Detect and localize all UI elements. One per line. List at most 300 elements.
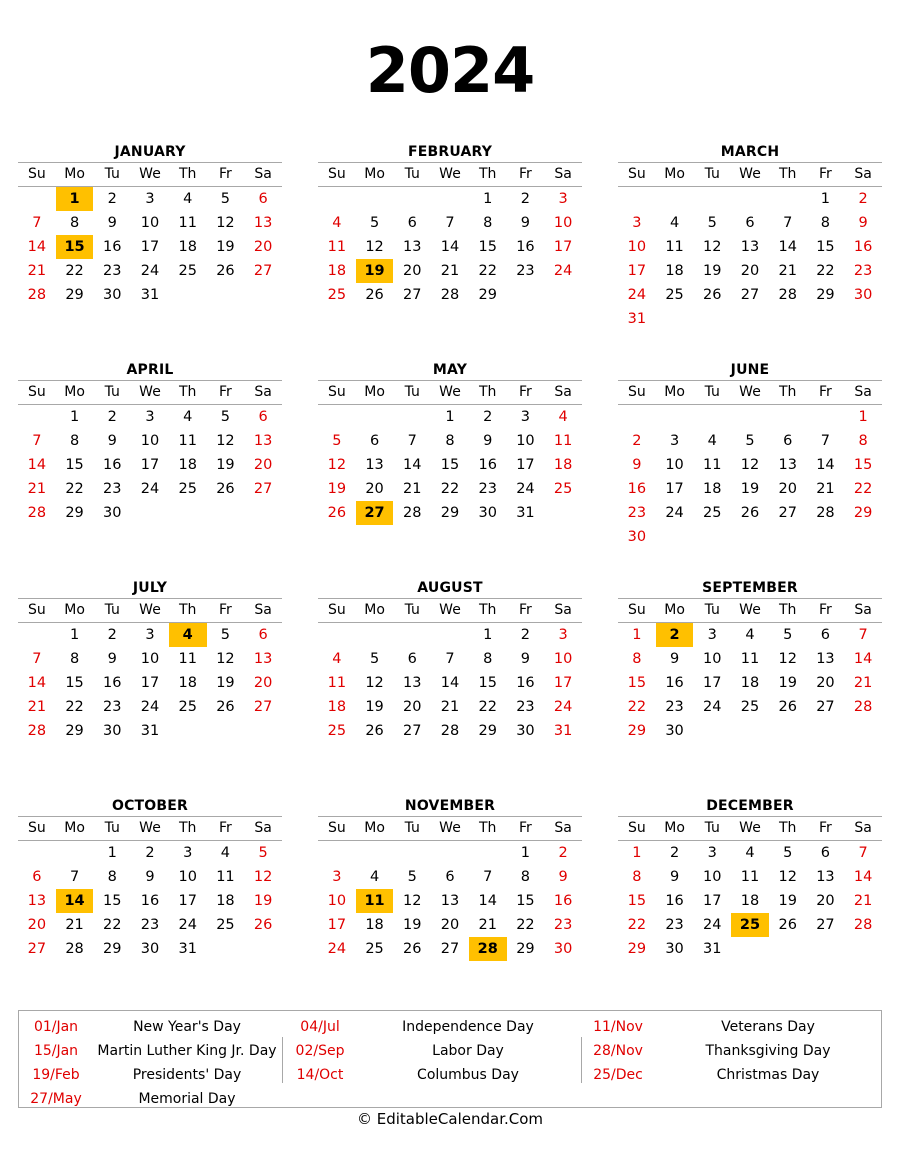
day-cell: 25 xyxy=(740,699,760,715)
weekday-label: Sa xyxy=(854,602,872,618)
holiday-name: Columbus Day xyxy=(417,1067,519,1083)
day-cell: 28 xyxy=(27,287,47,303)
day-cell: 7 xyxy=(783,215,793,231)
day-cell: 23 xyxy=(627,505,647,521)
day-cell: 24 xyxy=(627,287,647,303)
day-cell: 15 xyxy=(478,239,497,255)
day-cell: 24 xyxy=(327,941,347,957)
day-cell: 14 xyxy=(403,457,422,473)
day-cell: 30 xyxy=(103,505,122,521)
holiday-column xyxy=(581,1015,879,1087)
day-cell: 19 xyxy=(703,263,722,279)
holiday-day: 11 xyxy=(356,889,394,913)
day-cell: 18 xyxy=(327,699,347,715)
day-cell: 31 xyxy=(553,723,573,739)
holiday-date: 04/Jul xyxy=(300,1019,340,1035)
day-cell: 28 xyxy=(778,287,797,303)
day-cell: 9 xyxy=(520,215,531,231)
day-cell: 17 xyxy=(703,675,722,691)
day-cell: 24 xyxy=(516,481,535,497)
weekday-label: Su xyxy=(327,384,346,400)
day-cell: 7 xyxy=(445,651,455,667)
holiday-day: 28 xyxy=(469,937,507,961)
day-cell: 29 xyxy=(478,287,497,303)
day-cell: 19 xyxy=(216,457,235,473)
day-cell: 10 xyxy=(703,869,722,885)
day-cell: 9 xyxy=(520,651,531,667)
day-cell: 12 xyxy=(253,869,273,885)
day-cell: 22 xyxy=(816,263,835,279)
day-cell: 8 xyxy=(820,215,831,231)
empty-day xyxy=(656,187,694,211)
day-cell: 28 xyxy=(853,917,873,933)
day-cell: 9 xyxy=(558,869,568,885)
weekday-label: Fr xyxy=(519,384,532,400)
day-cell: 1 xyxy=(483,191,493,207)
day-cell: 31 xyxy=(140,723,160,739)
day-cell: 30 xyxy=(665,723,684,739)
day-cell: 19 xyxy=(740,481,760,497)
day-cell: 10 xyxy=(140,433,160,449)
weekday-label: Fr xyxy=(219,166,232,182)
day-cell: 27 xyxy=(740,287,760,303)
weekday-label: Tu xyxy=(704,820,720,836)
day-cell: 4 xyxy=(183,409,193,425)
empty-day xyxy=(356,841,394,865)
empty-day xyxy=(356,187,394,211)
month-name: FEBRUARY xyxy=(407,144,493,160)
month-august xyxy=(318,578,582,743)
day-cell: 7 xyxy=(445,215,455,231)
day-cell: 8 xyxy=(107,869,117,885)
month-name: JULY xyxy=(132,580,168,596)
day-cell: 4 xyxy=(332,215,342,231)
day-cell: 11 xyxy=(178,215,197,231)
day-cell: 25 xyxy=(327,287,347,303)
day-cell: 18 xyxy=(703,481,722,497)
weekday-label: Fr xyxy=(219,602,232,618)
month-december xyxy=(618,796,882,961)
day-cell: 22 xyxy=(65,481,84,497)
day-cell: 15 xyxy=(65,457,84,473)
day-cell: 8 xyxy=(858,433,868,449)
day-cell: 23 xyxy=(103,699,122,715)
day-cell: 17 xyxy=(665,481,684,497)
day-cell: 28 xyxy=(440,723,460,739)
day-cell: 27 xyxy=(778,505,797,521)
footer-credit: © EditableCalendar.Com xyxy=(356,1110,544,1128)
weekday-label: We xyxy=(439,384,461,400)
empty-day xyxy=(393,841,431,865)
day-cell: 23 xyxy=(553,917,573,933)
day-cell: 9 xyxy=(107,651,117,667)
day-cell: 25 xyxy=(553,481,573,497)
weekday-label: Mo xyxy=(364,384,385,400)
day-cell: 24 xyxy=(140,263,160,279)
weekday-header xyxy=(618,162,882,187)
day-cell: 22 xyxy=(627,699,647,715)
day-cell: 24 xyxy=(703,917,722,933)
day-cell: 27 xyxy=(403,287,422,303)
day-cell: 2 xyxy=(107,191,117,207)
day-cell: 21 xyxy=(778,263,797,279)
day-cell: 14 xyxy=(478,893,497,909)
day-cell: 29 xyxy=(627,941,647,957)
weekday-label: Mo xyxy=(664,166,685,182)
day-cell: 6 xyxy=(258,627,268,643)
day-cell: 21 xyxy=(853,675,873,691)
day-cell: 3 xyxy=(145,191,155,207)
day-cell: 11 xyxy=(740,651,760,667)
day-cell: 12 xyxy=(327,457,347,473)
weekday-header xyxy=(318,816,582,841)
day-cell: 10 xyxy=(178,869,197,885)
day-grid xyxy=(618,841,882,961)
weekday-label: Fr xyxy=(519,166,532,182)
day-cell: 27 xyxy=(253,699,273,715)
day-cell: 8 xyxy=(520,869,531,885)
day-cell: 17 xyxy=(516,457,535,473)
day-cell: 31 xyxy=(516,505,535,521)
day-cell: 30 xyxy=(627,529,647,545)
holiday-day: 27 xyxy=(356,501,394,525)
holiday-name: Presidents' Day xyxy=(132,1067,242,1083)
day-cell: 14 xyxy=(27,675,47,691)
day-cell: 16 xyxy=(516,239,535,255)
day-cell: 3 xyxy=(183,845,193,861)
day-cell: 13 xyxy=(816,869,835,885)
day-cell: 10 xyxy=(140,215,160,231)
weekday-label: Mo xyxy=(64,820,85,836)
day-cell: 22 xyxy=(440,481,460,497)
day-cell: 29 xyxy=(440,505,460,521)
day-cell: 24 xyxy=(140,481,160,497)
weekday-label: Th xyxy=(478,384,497,400)
weekday-label: Mo xyxy=(664,384,685,400)
day-cell: 19 xyxy=(327,481,347,497)
day-grid xyxy=(618,187,882,331)
day-cell: 12 xyxy=(403,893,422,909)
day-cell: 13 xyxy=(740,239,760,255)
day-cell: 13 xyxy=(440,893,460,909)
day-cell: 23 xyxy=(516,263,535,279)
day-cell: 4 xyxy=(183,191,193,207)
empty-day xyxy=(656,405,694,429)
day-cell: 19 xyxy=(253,893,273,909)
day-cell: 19 xyxy=(216,239,235,255)
holiday-date: 28/Nov xyxy=(593,1043,643,1059)
day-cell: 3 xyxy=(145,627,155,643)
day-cell: 28 xyxy=(27,723,47,739)
holiday-row xyxy=(19,1063,279,1087)
day-cell: 5 xyxy=(369,651,380,667)
month-april xyxy=(18,360,282,525)
day-cell: 13 xyxy=(403,675,422,691)
month-november xyxy=(318,796,582,961)
day-cell: 1 xyxy=(445,409,455,425)
day-cell: 24 xyxy=(703,699,722,715)
day-cell: 18 xyxy=(553,457,573,473)
weekday-label: Sa xyxy=(254,602,272,618)
day-cell: 20 xyxy=(27,917,47,933)
month-october xyxy=(18,796,282,961)
day-cell: 6 xyxy=(32,869,42,885)
empty-day xyxy=(618,187,656,211)
day-cell: 6 xyxy=(369,433,380,449)
day-cell: 10 xyxy=(627,239,647,255)
day-cell: 7 xyxy=(483,869,493,885)
day-cell: 22 xyxy=(103,917,122,933)
day-cell: 2 xyxy=(520,627,531,643)
day-cell: 5 xyxy=(220,627,231,643)
day-cell: 3 xyxy=(669,433,680,449)
weekday-label: Fr xyxy=(219,820,232,836)
day-cell: 6 xyxy=(745,215,755,231)
holiday-row xyxy=(581,1015,879,1039)
day-cell: 18 xyxy=(740,893,760,909)
day-cell: 16 xyxy=(103,457,122,473)
day-cell: 5 xyxy=(369,215,380,231)
day-cell: 17 xyxy=(703,893,722,909)
weekday-label: We xyxy=(739,820,761,836)
day-cell: 27 xyxy=(253,263,273,279)
weekday-header xyxy=(618,598,882,623)
day-cell: 23 xyxy=(516,699,535,715)
weekday-label: Tu xyxy=(404,602,420,618)
month-name: APRIL xyxy=(126,362,174,378)
weekday-label: Th xyxy=(778,166,797,182)
month-name: DECEMBER xyxy=(706,798,794,814)
day-cell: 29 xyxy=(853,505,873,521)
day-cell: 6 xyxy=(258,191,268,207)
month-name: MAY xyxy=(432,362,468,378)
empty-day xyxy=(469,841,507,865)
day-cell: 12 xyxy=(778,869,797,885)
day-cell: 28 xyxy=(27,505,47,521)
day-cell: 24 xyxy=(178,917,197,933)
day-cell: 25 xyxy=(703,505,722,521)
day-cell: 2 xyxy=(107,627,117,643)
day-grid xyxy=(18,187,282,307)
day-cell: 12 xyxy=(365,239,384,255)
weekday-header xyxy=(18,380,282,405)
day-cell: 30 xyxy=(853,287,873,303)
day-cell: 1 xyxy=(632,845,642,861)
day-cell: 10 xyxy=(665,457,684,473)
holiday-row xyxy=(581,1039,879,1063)
day-cell: 2 xyxy=(483,409,493,425)
weekday-label: Fr xyxy=(819,820,832,836)
day-cell: 11 xyxy=(740,869,760,885)
day-cell: 8 xyxy=(69,651,80,667)
day-cell: 15 xyxy=(627,893,647,909)
legend-divider xyxy=(581,1037,582,1083)
day-cell: 30 xyxy=(553,941,573,957)
day-cell: 27 xyxy=(816,699,835,715)
weekday-label: We xyxy=(139,820,161,836)
day-cell: 15 xyxy=(478,675,497,691)
weekday-header xyxy=(318,162,582,187)
day-cell: 29 xyxy=(65,723,84,739)
weekday-label: Su xyxy=(27,384,46,400)
day-cell: 11 xyxy=(216,869,235,885)
day-grid xyxy=(618,405,882,549)
day-cell: 22 xyxy=(65,699,84,715)
day-cell: 30 xyxy=(103,287,122,303)
day-cell: 21 xyxy=(27,699,47,715)
day-cell: 7 xyxy=(32,651,42,667)
day-cell: 31 xyxy=(140,287,160,303)
holiday-column xyxy=(19,1015,279,1111)
day-cell: 14 xyxy=(27,457,47,473)
month-february xyxy=(318,142,582,307)
day-cell: 15 xyxy=(440,457,460,473)
day-cell: 13 xyxy=(816,651,835,667)
day-cell: 11 xyxy=(327,675,347,691)
month-name: NOVEMBER xyxy=(404,798,496,814)
day-cell: 16 xyxy=(103,239,122,255)
empty-day xyxy=(18,841,56,865)
day-cell: 20 xyxy=(440,917,460,933)
weekday-header xyxy=(18,598,282,623)
day-cell: 1 xyxy=(69,627,80,643)
day-cell: 30 xyxy=(103,723,122,739)
month-may xyxy=(318,360,582,525)
weekday-label: Fr xyxy=(219,384,232,400)
day-cell: 31 xyxy=(703,941,722,957)
weekday-label: Mo xyxy=(664,602,685,618)
day-cell: 16 xyxy=(553,893,573,909)
month-september xyxy=(618,578,882,743)
holiday-name: Christmas Day xyxy=(716,1067,820,1083)
day-cell: 6 xyxy=(258,409,268,425)
weekday-label: Sa xyxy=(554,384,572,400)
weekday-label: Su xyxy=(27,820,46,836)
day-cell: 15 xyxy=(65,675,84,691)
day-cell: 16 xyxy=(103,675,122,691)
empty-day xyxy=(693,405,731,429)
day-cell: 15 xyxy=(516,893,535,909)
day-cell: 19 xyxy=(403,917,422,933)
weekday-label: Th xyxy=(778,820,797,836)
day-cell: 18 xyxy=(365,917,384,933)
weekday-label: Sa xyxy=(254,384,272,400)
holiday-row xyxy=(283,1063,577,1087)
day-cell: 26 xyxy=(253,917,273,933)
holiday-legend xyxy=(18,1010,882,1108)
day-cell: 14 xyxy=(853,869,873,885)
weekday-label: Sa xyxy=(854,384,872,400)
empty-day xyxy=(318,623,356,647)
day-cell: 8 xyxy=(483,651,493,667)
day-cell: 29 xyxy=(478,723,497,739)
day-cell: 17 xyxy=(327,917,347,933)
day-cell: 10 xyxy=(327,893,347,909)
day-cell: 1 xyxy=(69,409,80,425)
day-cell: 23 xyxy=(665,917,684,933)
day-cell: 3 xyxy=(558,191,568,207)
holiday-date: 02/Sep xyxy=(295,1043,345,1059)
day-cell: 2 xyxy=(858,191,868,207)
day-cell: 17 xyxy=(553,675,573,691)
day-cell: 18 xyxy=(178,457,197,473)
day-cell: 5 xyxy=(332,433,342,449)
day-cell: 30 xyxy=(665,941,684,957)
weekday-label: Fr xyxy=(819,602,832,618)
holiday-row xyxy=(283,1039,577,1063)
day-cell: 5 xyxy=(220,191,231,207)
day-cell: 9 xyxy=(145,869,155,885)
weekday-label: Tu xyxy=(104,602,120,618)
day-cell: 23 xyxy=(103,481,122,497)
holiday-row xyxy=(581,1063,879,1087)
day-cell: 5 xyxy=(407,869,417,885)
weekday-label: We xyxy=(439,602,461,618)
holiday-day: 15 xyxy=(56,235,94,259)
day-cell: 17 xyxy=(140,457,160,473)
weekday-label: Tu xyxy=(704,166,720,182)
holiday-name: New Year's Day xyxy=(133,1019,241,1035)
day-cell: 19 xyxy=(778,893,797,909)
day-cell: 4 xyxy=(558,409,568,425)
weekday-label: Tu xyxy=(404,166,420,182)
day-cell: 3 xyxy=(707,845,717,861)
holiday-date: 11/Nov xyxy=(593,1019,643,1035)
day-cell: 20 xyxy=(778,481,797,497)
weekday-label: We xyxy=(739,602,761,618)
day-cell: 23 xyxy=(853,263,873,279)
day-cell: 10 xyxy=(516,433,535,449)
day-cell: 15 xyxy=(103,893,122,909)
day-grid xyxy=(318,841,582,961)
day-cell: 8 xyxy=(445,433,455,449)
weekday-label: Su xyxy=(627,166,646,182)
day-cell: 17 xyxy=(178,893,197,909)
day-cell: 13 xyxy=(253,215,273,231)
day-cell: 16 xyxy=(665,893,684,909)
day-grid xyxy=(318,187,582,307)
day-cell: 21 xyxy=(27,263,47,279)
day-cell: 18 xyxy=(665,263,684,279)
day-grid xyxy=(18,623,282,743)
month-name: JUNE xyxy=(730,362,770,378)
day-cell: 14 xyxy=(816,457,835,473)
weekday-label: Sa xyxy=(554,602,572,618)
day-cell: 8 xyxy=(632,651,642,667)
weekday-header xyxy=(318,598,582,623)
day-cell: 29 xyxy=(103,941,122,957)
day-cell: 16 xyxy=(140,893,160,909)
day-cell: 16 xyxy=(516,675,535,691)
day-cell: 24 xyxy=(665,505,684,521)
day-cell: 13 xyxy=(403,239,422,255)
weekday-label: Th xyxy=(478,820,497,836)
weekday-label: We xyxy=(739,166,761,182)
weekday-label: Sa xyxy=(854,820,872,836)
holiday-date: 14/Oct xyxy=(296,1067,344,1083)
day-cell: 3 xyxy=(145,409,155,425)
day-cell: 14 xyxy=(440,239,460,255)
empty-day xyxy=(731,405,769,429)
day-cell: 29 xyxy=(516,941,535,957)
day-cell: 25 xyxy=(178,699,197,715)
weekday-label: Sa xyxy=(254,166,272,182)
day-grid xyxy=(18,405,282,525)
weekday-label: Su xyxy=(27,166,46,182)
day-cell: 22 xyxy=(65,263,84,279)
day-cell: 6 xyxy=(445,869,455,885)
day-cell: 1 xyxy=(483,627,493,643)
